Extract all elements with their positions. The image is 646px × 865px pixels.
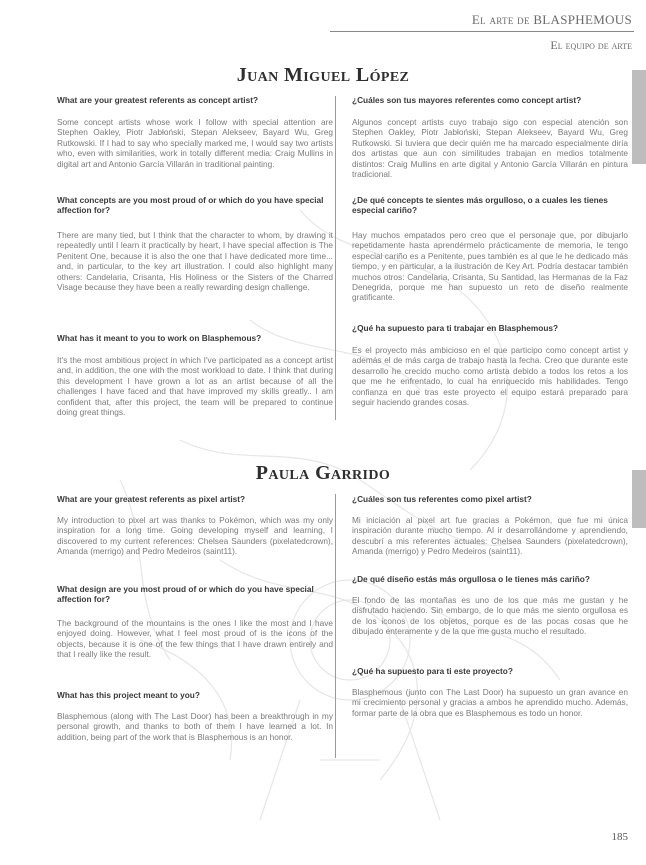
question: What has it meant to you to work on Blasphemous?: [57, 333, 262, 343]
running-header-section: El equipo de arte: [550, 38, 632, 52]
answer: Blasphemous (junto con The Last Door) ha supuesto un gran avance en mi crecimiento personal y gracias a ambos he aprendido mucho. Además, formar parte de la obra que es Blasphemous es todo un honor.: [352, 687, 628, 718]
question: ¿Cuáles son tus mayores referentes como concept artist?: [352, 95, 582, 105]
answer: Es el proyecto más ambicioso en el que participo como concept artist y además el de más carga de trabajo hasta la fecha. Creo que durante este desarrollo he crecido mucho como artista debido a todos los retos a los que me he enfrentado, lo cual ha enriquecido mis habilidades. Tengo confianza en que tras este proyecto el equipo estará preparado para seguir haciendo grandes cosas.: [352, 345, 628, 408]
column-divider: [335, 494, 336, 758]
artist-name: Juan Miguel López: [236, 64, 410, 86]
question: ¿Qué ha supuesto para ti trabajar en Blasphemous?: [352, 323, 559, 333]
answer: It's the most ambitious project in which I've participated as a concept artist and, in addition, the one with the most workload to date. I think that during this development I have grown a lot as an artist because of all the challenges I have faced and that have improved my skills greatly.. I am confident that, after this project, the team will be prepared to continue doing great things.: [57, 355, 333, 418]
question: What are your greatest referents as concept artist?: [57, 95, 259, 105]
question: ¿De qué concepts te sientes más orgulloso, o a cuales les tienes especial cariño?: [352, 195, 608, 216]
answer: Mi iniciación al pixel art fue gracias a Pokémon, que fue mi única inspiración durante mucho tiempo. Al ir desarrollándome y aprendiendo, descubrí a mis referentes actuales: Chelsea Saunders (pixelatedcrown), Amanda (merrigo) y Pedro Medeiros (saint11).: [352, 515, 628, 557]
question: What design are you most proud of or which do you have special affection for?: [57, 584, 314, 605]
answer: My introduction to pixel art was thanks to Pokémon, which was my only inspiration for a long time. Going developing myself and learning, I discovered to my current references: Chelsea Saunders (pixelatedcrown), Amanda (merrigo) and Pedro Medeiros (saint11).: [57, 515, 333, 557]
page-number: 185: [611, 831, 628, 843]
running-header-book-title: El arte de BLASPHEMOUS: [471, 12, 632, 27]
header-rule: [330, 31, 634, 32]
question: ¿Cuáles son tus referentes como pixel artist?: [352, 494, 532, 504]
answer: The background of the mountains is the ones I like the most and I have enjoyed doing. However, what I feel most proud of is the icons of the objects, because it is one of the few things that I have drawn entirely and that I really like the result.: [57, 618, 333, 660]
answer: Some concept artists whose work I follow with special attention are Stephen Oakley, Piotr Jabłoński, Stepan Alekseev, Bayard Wu, Greg Rutkowski. If I had to say who specially marked me, I would say two artists who, even with similarities, work in totally different media: Craig Mullins in digital art and Antonio García Villarán in traditional painting.: [57, 117, 333, 169]
question: What has this project meant to you?: [57, 690, 200, 700]
question: ¿Qué ha supuesto para ti este proyecto?: [352, 666, 513, 676]
column-divider: [335, 96, 336, 420]
artist-name: Paula Garrido: [255, 462, 391, 484]
question: ¿De qué diseño estás más orgullosa o le tienes más cariño?: [352, 574, 590, 584]
answer: Hay muchos empatados pero creo que el personaje que, por dibujarlo repetidamente hasta aprendérmelo prácticamente de memoria, le tengo especial cariño es a Penitente, pues también es al que le he dedicado más tiempo, y en particular, a la ilustración de Key Art. Podría destacar también muchos otros: Candelaria, Crisanta, Su Santidad, las Hermanas de la Faz Denegrida, porque me han supuesto un reto de diseño realmente gratificante.: [352, 230, 628, 303]
question: What are your greatest referents as pixel artist?: [57, 494, 246, 504]
answer: Algunos concept artists cuyo trabajo sigo con especial atención son Stephen Oakley, Piotr Jabłoński, Stepan Alekseev, Bayard Wu, Greg Rutkowski. Si tuviera que decir quién me ha marcado especialmente diría dos artistas que aun con similitudes trabajan en medios totalmente distintos: Craig Mullins en arte digital y Antonio García Villarán en pintura tradicional.: [352, 117, 628, 180]
answer: There are many tied, but I think that the character to whom, by drawing it repeatedly until I learn it practically by heart, I have special affection is The Penitent One, because it is also the one that I have dedicated more time... and, in particular, to the key art illustration. I could also highlight many others: Candelaria, Crisanta, His Holiness or the Sisters of the Charred Visage because they have been a really rewarding design challenge.: [57, 230, 333, 293]
answer: Blasphemous (along with The Last Door) has been a breakthrough in my personal growth, and thanks to both of them I have learned a lot. In addition, being part of the work that is Blasphemous is an honor.: [57, 711, 333, 742]
question: What concepts are you most proud of or which do you have special affection for?: [57, 195, 324, 216]
answer: El fondo de las montañas es uno de los que más me gustan y he disfrutado haciendo. Sin embargo, de lo que más me siento orgullosa es de los iconos de los objetos, porque es de las pocas cosas que he dibujado enteramente y de la que me gusta mucho el resultado.: [352, 595, 628, 637]
